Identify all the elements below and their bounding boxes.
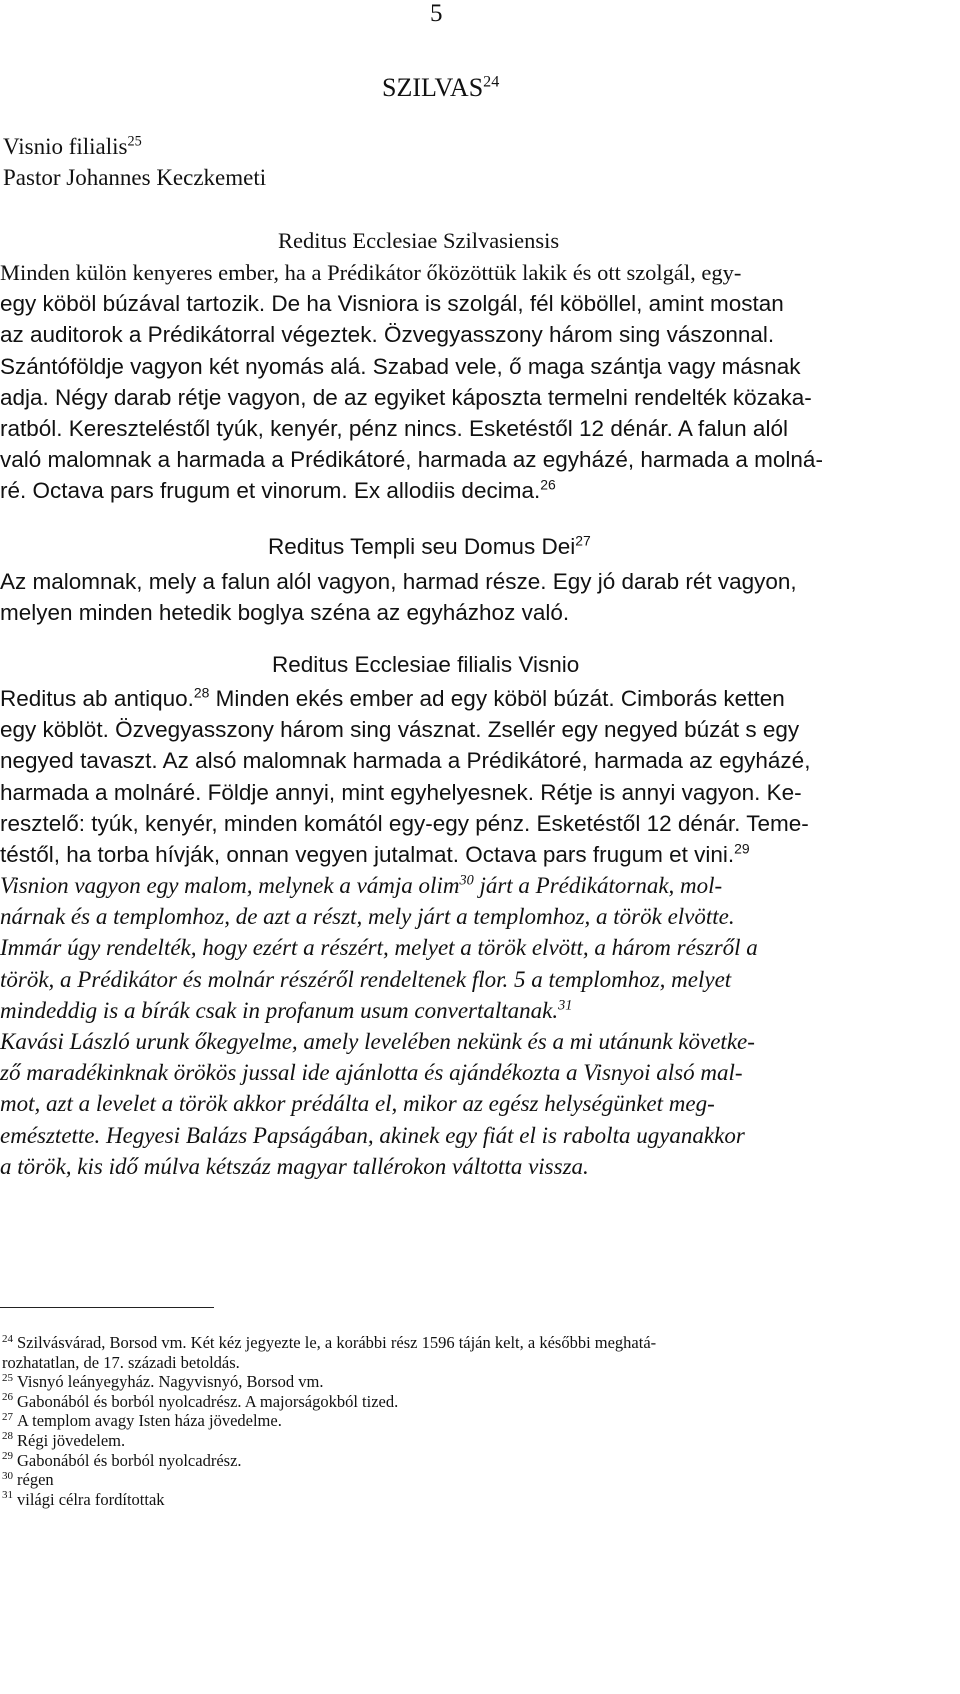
text-line: egy köböl búzával tartozik. De ha Visniora is szolgál, fél köböllel, amint mostan: [0, 291, 784, 317]
footnote-text: Régi jövedelem.: [17, 1430, 126, 1450]
footnote-number: 27: [2, 1410, 13, 1423]
text-line: egy köblöt. Özvegyasszony három sing vásznat. Zsellér egy negyed búzát s egy: [0, 717, 800, 743]
italic-line: török, a Prédikátor és molnár részéről rendeltenek flor. 5 a templomhoz, melyet: [0, 966, 732, 992]
text-line-last: [0, 839, 890, 870]
footnote-25: [2, 1372, 884, 1392]
header-line-pastor: Pastor Johannes Keczkemeti: [3, 165, 267, 190]
page-title: [382, 73, 499, 103]
footnote-24: [2, 1333, 884, 1353]
italic-line: ző maradékinknak örökös jussal ide ajánlotta és ajándékozta a Visnyoi alsó mal-: [0, 1060, 743, 1086]
title-text: SZILVAS: [382, 73, 484, 102]
footnote-28: [2, 1431, 884, 1451]
text-line: harmada a molnáré. Földje annyi, mint egyhelyesnek. Rétje is annyi vagyon. Ke-: [0, 779, 802, 805]
footnote-ref-29: 29: [734, 840, 750, 857]
footnote-29: [2, 1451, 884, 1471]
footnote-24-cont: rozhatatlan, de 17. századi betoldás.: [2, 1352, 240, 1372]
text-line: az auditorok a Prédikátorral végeztek. Özvegyasszony három sing vászonnal.: [0, 322, 775, 348]
italic-line: mot, azt a levelet a török akkor prédálta el, mikor az egész helységünket meg-: [0, 1091, 715, 1117]
footnote-ref-27: 27: [575, 532, 591, 549]
first-line-b: Minden ekés ember ad egy köböl búzát. Cimborás ketten: [209, 686, 785, 711]
header-line-visnio: [3, 131, 142, 163]
text-line: Szántóföldje vagyon két nyomás alá. Szabad vele, ő maga szántja vagy másnak: [0, 353, 801, 379]
footnote-text: Szilvásvárad, Borsod vm. Két kéz jegyezte le, a korábbi rész 1596 táján kelt, a későbbi meghatá-: [17, 1333, 657, 1352]
italic-line-last: a török, kis idő múlva kétszáz magyar tallérokon váltotta vissza.: [0, 1153, 589, 1179]
section-heading-templi: [268, 534, 591, 560]
header-line-1-text: Visnio filialis: [3, 134, 128, 159]
text-line: adja. Négy darab rétje vagyon, de az egyiket káposzta termelni rendelték közaka-: [0, 384, 812, 410]
text-line: Az malomnak, mely a falun alól vagyon, harmad része. Egy jó darab rét vagyon,: [0, 569, 797, 594]
text-line: negyed tavaszt. Az alsó malomnak harmada a Prédikátoré, harmada az egyházé,: [0, 748, 811, 774]
footnote-separator: [0, 1307, 214, 1308]
italic-line-1a: Visnion vagyon egy malom, melynek a vámja olim: [0, 873, 460, 898]
footnote-text: Visnyó leányegyház. Nagyvisnyó, Borsod vm.: [17, 1372, 324, 1392]
text-line: Minden külön kenyeres ember, ha a Prédikátor őközöttük lakik és ott szolgál, egy-: [0, 260, 742, 285]
footnote-ref-31: 31: [558, 997, 573, 1014]
section-body-szilvasiensis: [0, 257, 890, 507]
footnote-26: [2, 1392, 884, 1412]
footnote-ref-25: 25: [127, 133, 142, 150]
section-body-templi: [0, 566, 890, 628]
italic-line: nárnak és a templomhoz, de azt a részt, mely járt a templomhoz, a török elvötte.: [0, 904, 735, 930]
section-heading-visnio: Reditus Ecclesiae filialis Visnio: [272, 652, 580, 677]
last-line-text: téstől, ha torba hívják, onnan vegyen jutalmat. Octava pars frugum et vini.: [0, 842, 735, 868]
footnote-number: 24: [2, 1332, 13, 1345]
footnote-text: Gabonából és borból nyolcadrész.: [17, 1450, 242, 1470]
text-line-first: [0, 683, 890, 714]
text-line-last: [0, 475, 890, 506]
footnotes: [2, 1333, 884, 1509]
text-line: resztelő: tyúk, kenyér, minden komától egy-egy pénz. Esketéstől 12 dénár. Teme-: [0, 810, 809, 836]
italic-block: [0, 870, 890, 1182]
footnote-text: A templom avagy Isten háza jövedelme.: [17, 1411, 282, 1431]
footnote-ref-28: 28: [193, 684, 210, 701]
italic-line-5-text: mindeddig is a bírák csak in profanum usum convertaltanak.: [0, 997, 559, 1023]
text-line: való malomnak a harmada a Prédikátoré, harmada az egyházé, harmada a molná-: [0, 447, 823, 473]
footnote-text: régen: [17, 1470, 54, 1490]
footnote-text: világi célra fordítottak: [17, 1489, 165, 1509]
text-line: ratból. Kereszteléstől tyúk, kenyér, pénz nincs. Esketéstől 12 dénár. A falun alól: [0, 416, 788, 442]
first-line-a: Reditus ab antiquo.: [0, 686, 194, 711]
footnote-ref-26: 26: [540, 476, 556, 493]
italic-line-1b: járt a Prédikátornak, mol-: [473, 873, 723, 898]
footnote-number: 28: [2, 1430, 13, 1443]
italic-line: emésztette. Hegyesi Balázs Papságában, akinek egy fiát el is rabolta ugyanakkor: [0, 1122, 745, 1148]
footnote-number: 30: [2, 1469, 13, 1482]
footnote-27: [2, 1411, 884, 1431]
section-heading-szilvasiensis: Reditus Ecclesiae Szilvasiensis: [278, 228, 560, 253]
footnote-ref-24: 24: [483, 73, 500, 91]
section-heading-templi-text: Reditus Templi seu Domus Dei: [268, 534, 576, 559]
footnote-number: 29: [2, 1450, 13, 1463]
page-number: 5: [430, 0, 443, 27]
footnote-ref-30: 30: [459, 872, 474, 889]
italic-line-first: [0, 870, 890, 901]
italic-line-5: [0, 995, 890, 1026]
footnote-number: 25: [2, 1371, 13, 1384]
footnote-text: Gabonából és borból nyolcadrész. A majorságokból tized.: [17, 1391, 399, 1411]
footnote-30: [2, 1470, 884, 1490]
footnote-number: 31: [2, 1489, 13, 1502]
text-line-last: melyen minden hetedik boglya széna az egyházhoz való.: [0, 600, 570, 626]
last-line-text: ré. Octava pars frugum et vinorum. Ex allodiis decima.: [0, 478, 541, 504]
italic-line: Kavási László urunk őkegyelme, amely levelében nekünk és a mi utánunk követke-: [0, 1029, 755, 1055]
footnote-31: [2, 1490, 884, 1510]
footnote-number: 26: [2, 1391, 13, 1404]
italic-line: Immár úgy rendelték, hogy ezért a részért, melyet a török elvött, a három részről a: [0, 935, 758, 961]
section-body-visnio: [0, 683, 890, 870]
